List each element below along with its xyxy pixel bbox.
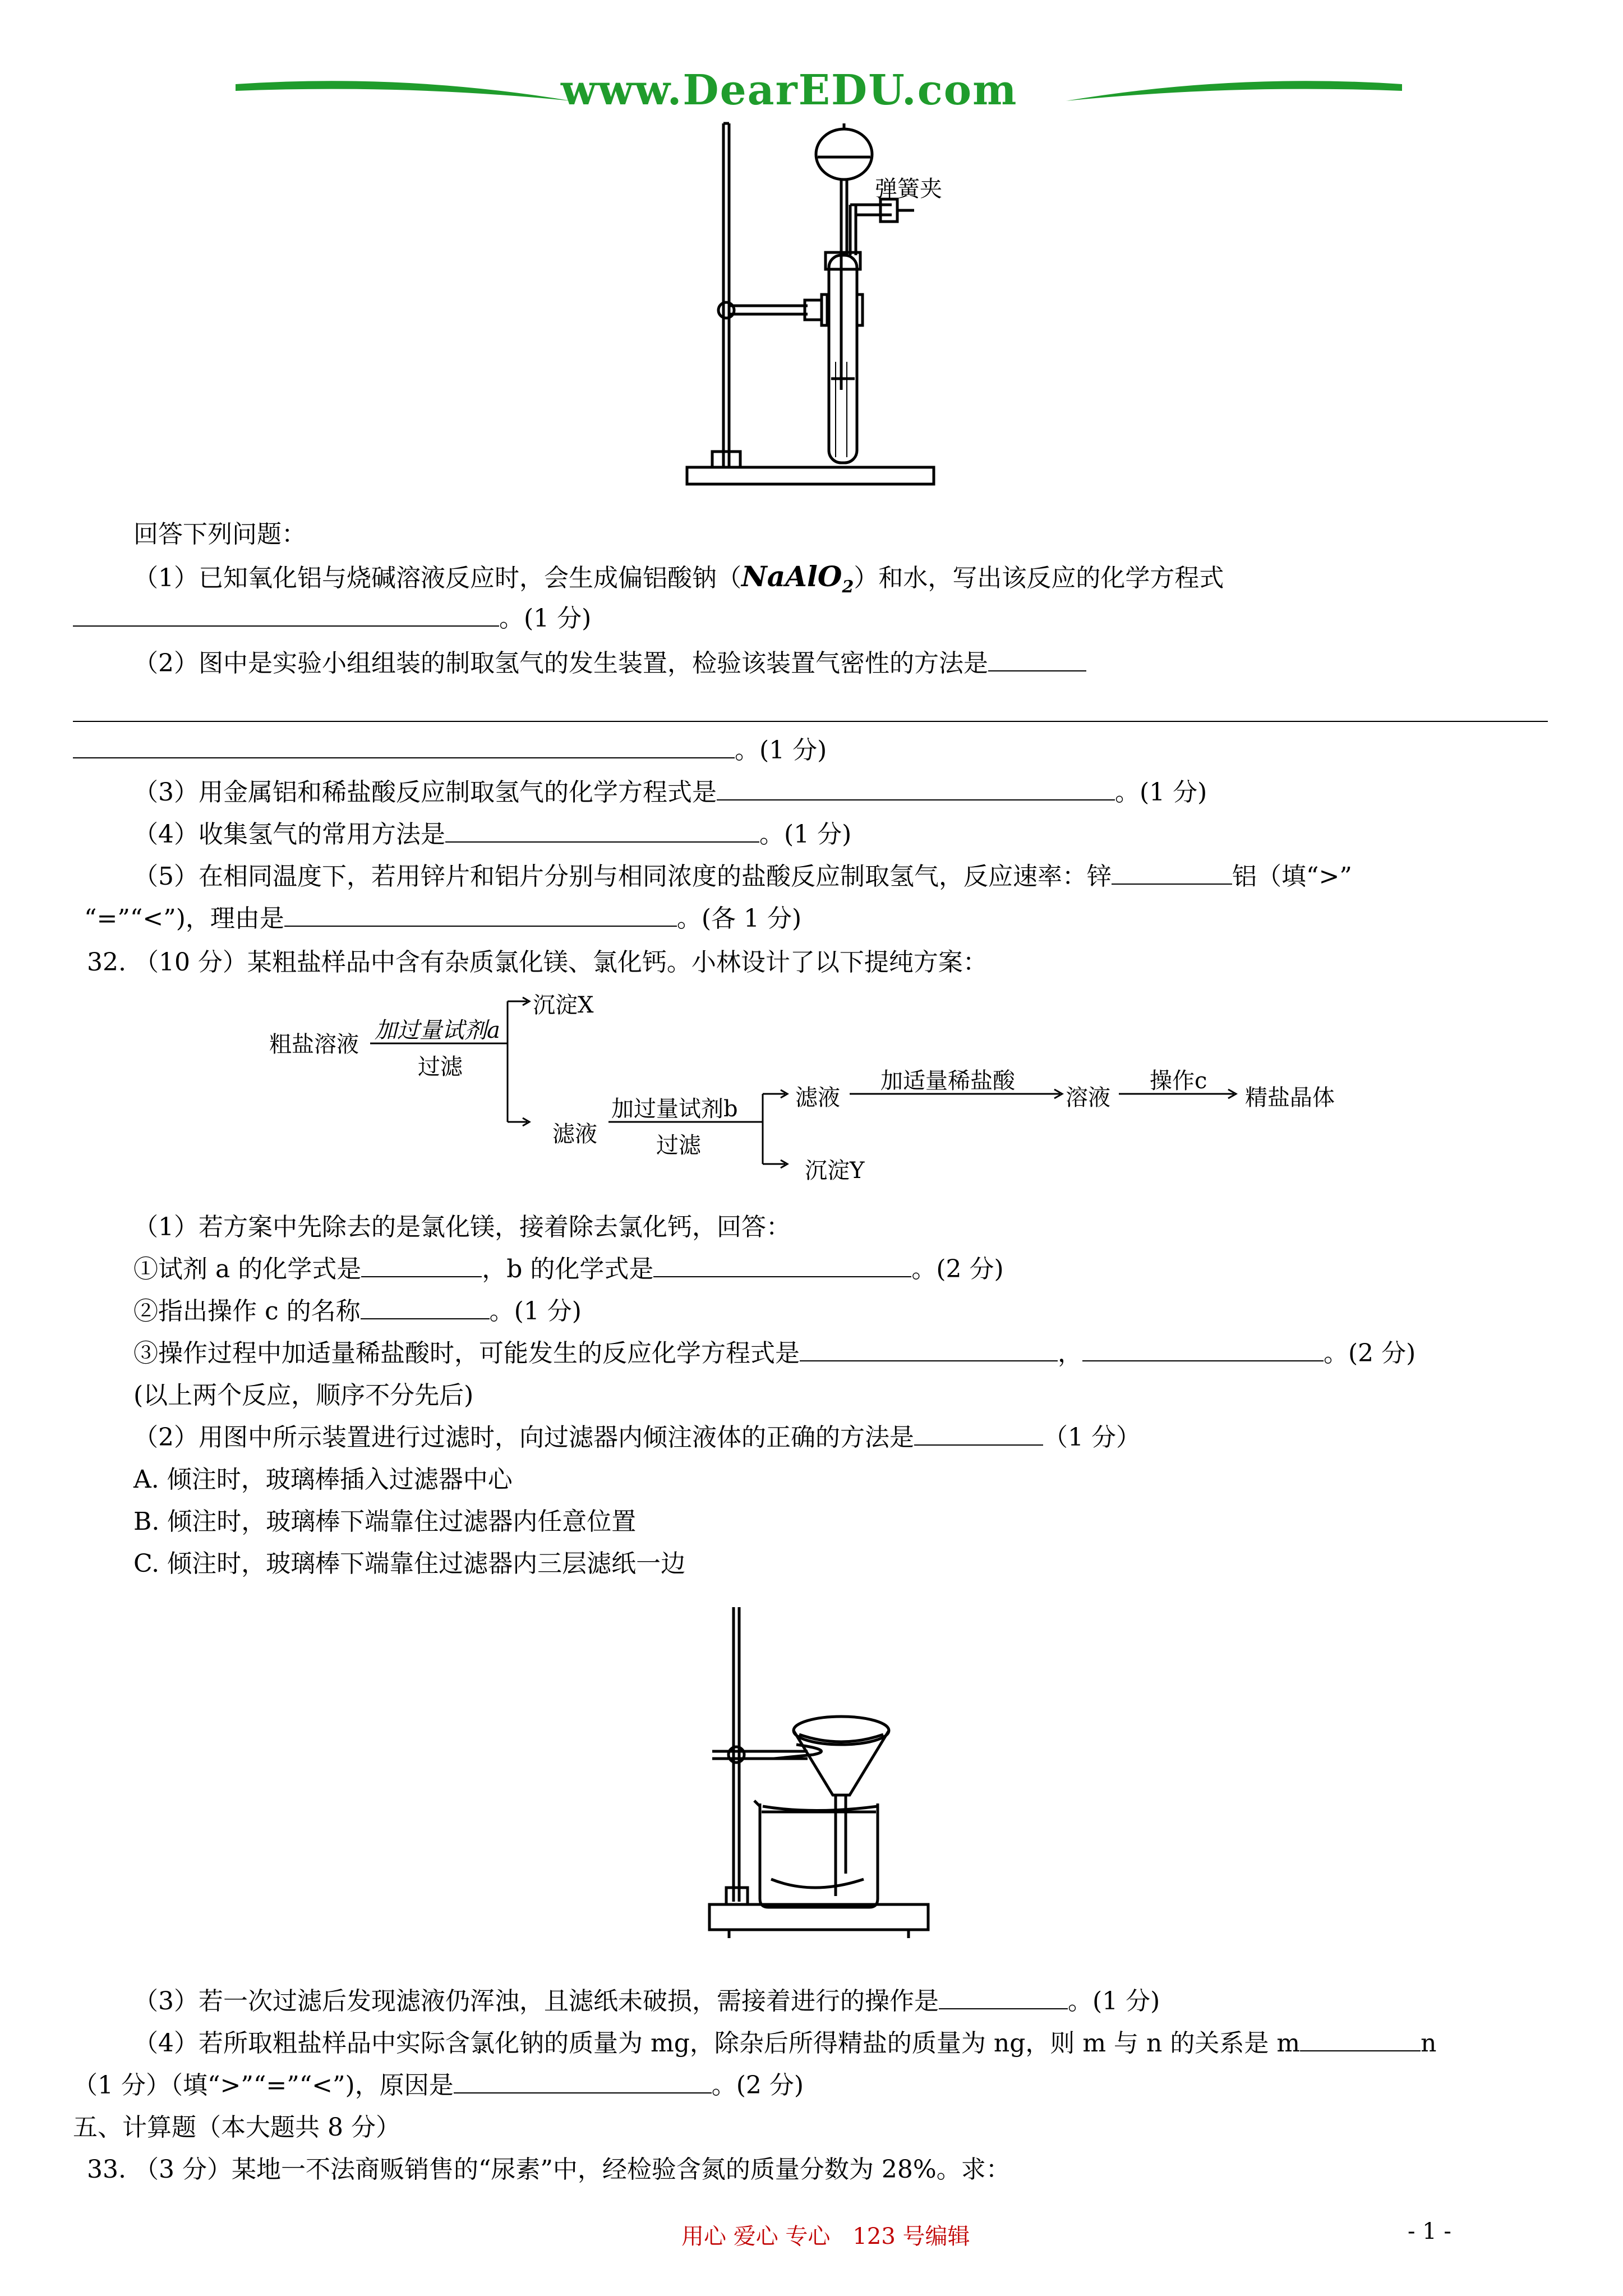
header-site-logo: www.DearEDU.com [561, 66, 1018, 114]
q32-sub4-line2: （1 分）（填“>”“=”“<”)，原因是 。(2 分) [73, 2071, 804, 2100]
q32-sub3: （3）若一次过滤后发现滤液仍浑浊，且滤纸未破损，需接着进行的操作是 。(1 分) [133, 1987, 1160, 2016]
q32-option-b: B. 倾注时，玻璃棒下端靠住过滤器内任意位置 [133, 1507, 637, 1536]
footer-slogan: 用心 爱心 专心 123 号编辑 [681, 2224, 970, 2249]
q31-p4-answer-blank[interactable] [445, 819, 759, 843]
q31-p2-answer-blank-a[interactable] [988, 648, 1086, 671]
q31-part3: （3）用金属铝和稀盐酸反应制取氢气的化学方程式是 。(1 分) [133, 778, 1207, 807]
flow-filtrate-2: 滤液 [795, 1085, 840, 1111]
q31-part5-line2: “=”“<”)，理由是 。(各 1 分) [84, 904, 802, 933]
q32-reagent-a-blank[interactable] [361, 1254, 482, 1277]
q33-text: 33. （3 分）某地一不法商贩销售的“尿素”中，经检验含氮的质量分数为 28%。求： [87, 2155, 1011, 2184]
flow-filtrate-1: 滤液 [552, 1121, 597, 1147]
flow-acid-step: 加适量稀盐酸 [880, 1068, 1015, 1094]
q32-sub2-answer-blank[interactable] [914, 1422, 1043, 1446]
q31-p2-answer-blank-b[interactable] [73, 735, 735, 758]
filtration-apparatus-figure [701, 1604, 942, 1977]
flow-precipitate-y: 沉淀Y [805, 1158, 865, 1184]
q31-intro: 回答下列问题： [133, 520, 306, 549]
q32-title: 32. （10 分）某粗盐样品中含有杂质氯化镁、氯化钙。小林设计了以下提纯方案： [87, 948, 988, 977]
flow-filter-2: 过滤 [656, 1133, 701, 1158]
flow-precipitate-x: 沉淀X [533, 992, 594, 1018]
q31-p5-answer-blank-a[interactable] [1112, 861, 1232, 885]
flow-reagent-b: 加过量试剂b [611, 1096, 738, 1122]
q32-sub1b: ②指出操作 c 的名称 。(1 分) [133, 1297, 582, 1326]
flow-solution: 溶液 [1066, 1085, 1110, 1111]
q32-sub4-relation-blank[interactable] [1300, 2028, 1421, 2051]
q32-operation-c-blank[interactable] [361, 1296, 490, 1319]
q31-part5-line1: （5）在相同温度下，若用锌片和铝片分别与相同浓度的盐酸反应制取氢气，反应速率：锌 铝（填“>” [133, 862, 1352, 891]
q32-sub3-answer-blank[interactable] [939, 1986, 1068, 2009]
flow-operation-c: 操作c [1150, 1068, 1207, 1094]
flow-filter-1: 过滤 [418, 1054, 463, 1080]
flow-crude-solution: 粗盐溶液 [269, 1032, 359, 1057]
q32-reagent-b-blank[interactable] [653, 1254, 911, 1277]
q31-part1-line1 [133, 561, 1224, 603]
q32-sub1: （1）若方案中先除去的是氯化镁，接着除去氯化钙，回答： [133, 1213, 791, 1241]
q31-p1-answer-blank[interactable] [73, 603, 499, 627]
q32-equation-blank-2[interactable] [1082, 1338, 1324, 1361]
footer-page-number: - 1 - [1408, 2219, 1451, 2244]
flow-product: 精盐晶体 [1245, 1085, 1335, 1111]
q31-part1-line2: 。(1 分) [73, 603, 591, 634]
q32-option-c: C. 倾注时，玻璃棒下端靠住过滤器内三层滤纸一边 [133, 1549, 686, 1578]
q32-sub2: （2）用图中所示装置进行过滤时，向过滤器内倾注液体的正确的方法是 （1 分） [133, 1423, 1141, 1452]
q32-sub1d: (以上两个反应，顺序不分先后) [133, 1381, 474, 1410]
header-swoosh-left [236, 67, 583, 112]
q32-sub1a: ①试剂 a 的化学式是 ，b 的化学式是 。(2 分) [133, 1255, 1004, 1283]
q31-p5-answer-blank-b[interactable] [284, 903, 677, 927]
q31-p3-answer-blank[interactable] [717, 777, 1115, 800]
q31-p1-text-b: ）和水，写出该反应的化学方程式 [854, 564, 1224, 592]
q32-sub4-line1: （4）若所取粗盐样品中实际含氯化钠的质量为 mg，除杂后所得精盐的质量为 ng，则 m 与 n 的关系是 m n [133, 2029, 1437, 2058]
q32-sub1c: ③操作过程中加适量稀盐酸时，可能发生的反应化学方程式是 ， 。(2 分) [133, 1339, 1416, 1368]
q31-part2-line1: （2）图中是实验小组组装的制取氢气的发生装置，检验该装置气密性的方法是 [133, 648, 1086, 679]
spring-clip-label: 弹簧夹 [875, 176, 942, 202]
q31-p2-answer-line[interactable] [73, 721, 1548, 722]
q32-sub4-reason-blank[interactable] [454, 2070, 712, 2093]
header-swoosh-right [1054, 67, 1402, 112]
q31-p1-formula: NaAlO$_2$ [741, 560, 854, 597]
section-5-heading: 五、计算题（本大题共 8 分） [73, 2113, 400, 2142]
q31-part4: （4）收集氢气的常用方法是 。(1 分) [133, 820, 852, 849]
q31-part2-line3: 。(1 分) [73, 735, 827, 766]
q32-equation-blank-1[interactable] [800, 1338, 1058, 1361]
q31-p1-text-a: （1）已知氧化铝与烧碱溶液反应时，会生成偏铝酸钠（ [133, 564, 741, 592]
q32-option-a: A. 倾注时，玻璃棒插入过滤器中心 [133, 1465, 513, 1494]
flow-reagent-a: 加过量试剂a [375, 1018, 500, 1043]
